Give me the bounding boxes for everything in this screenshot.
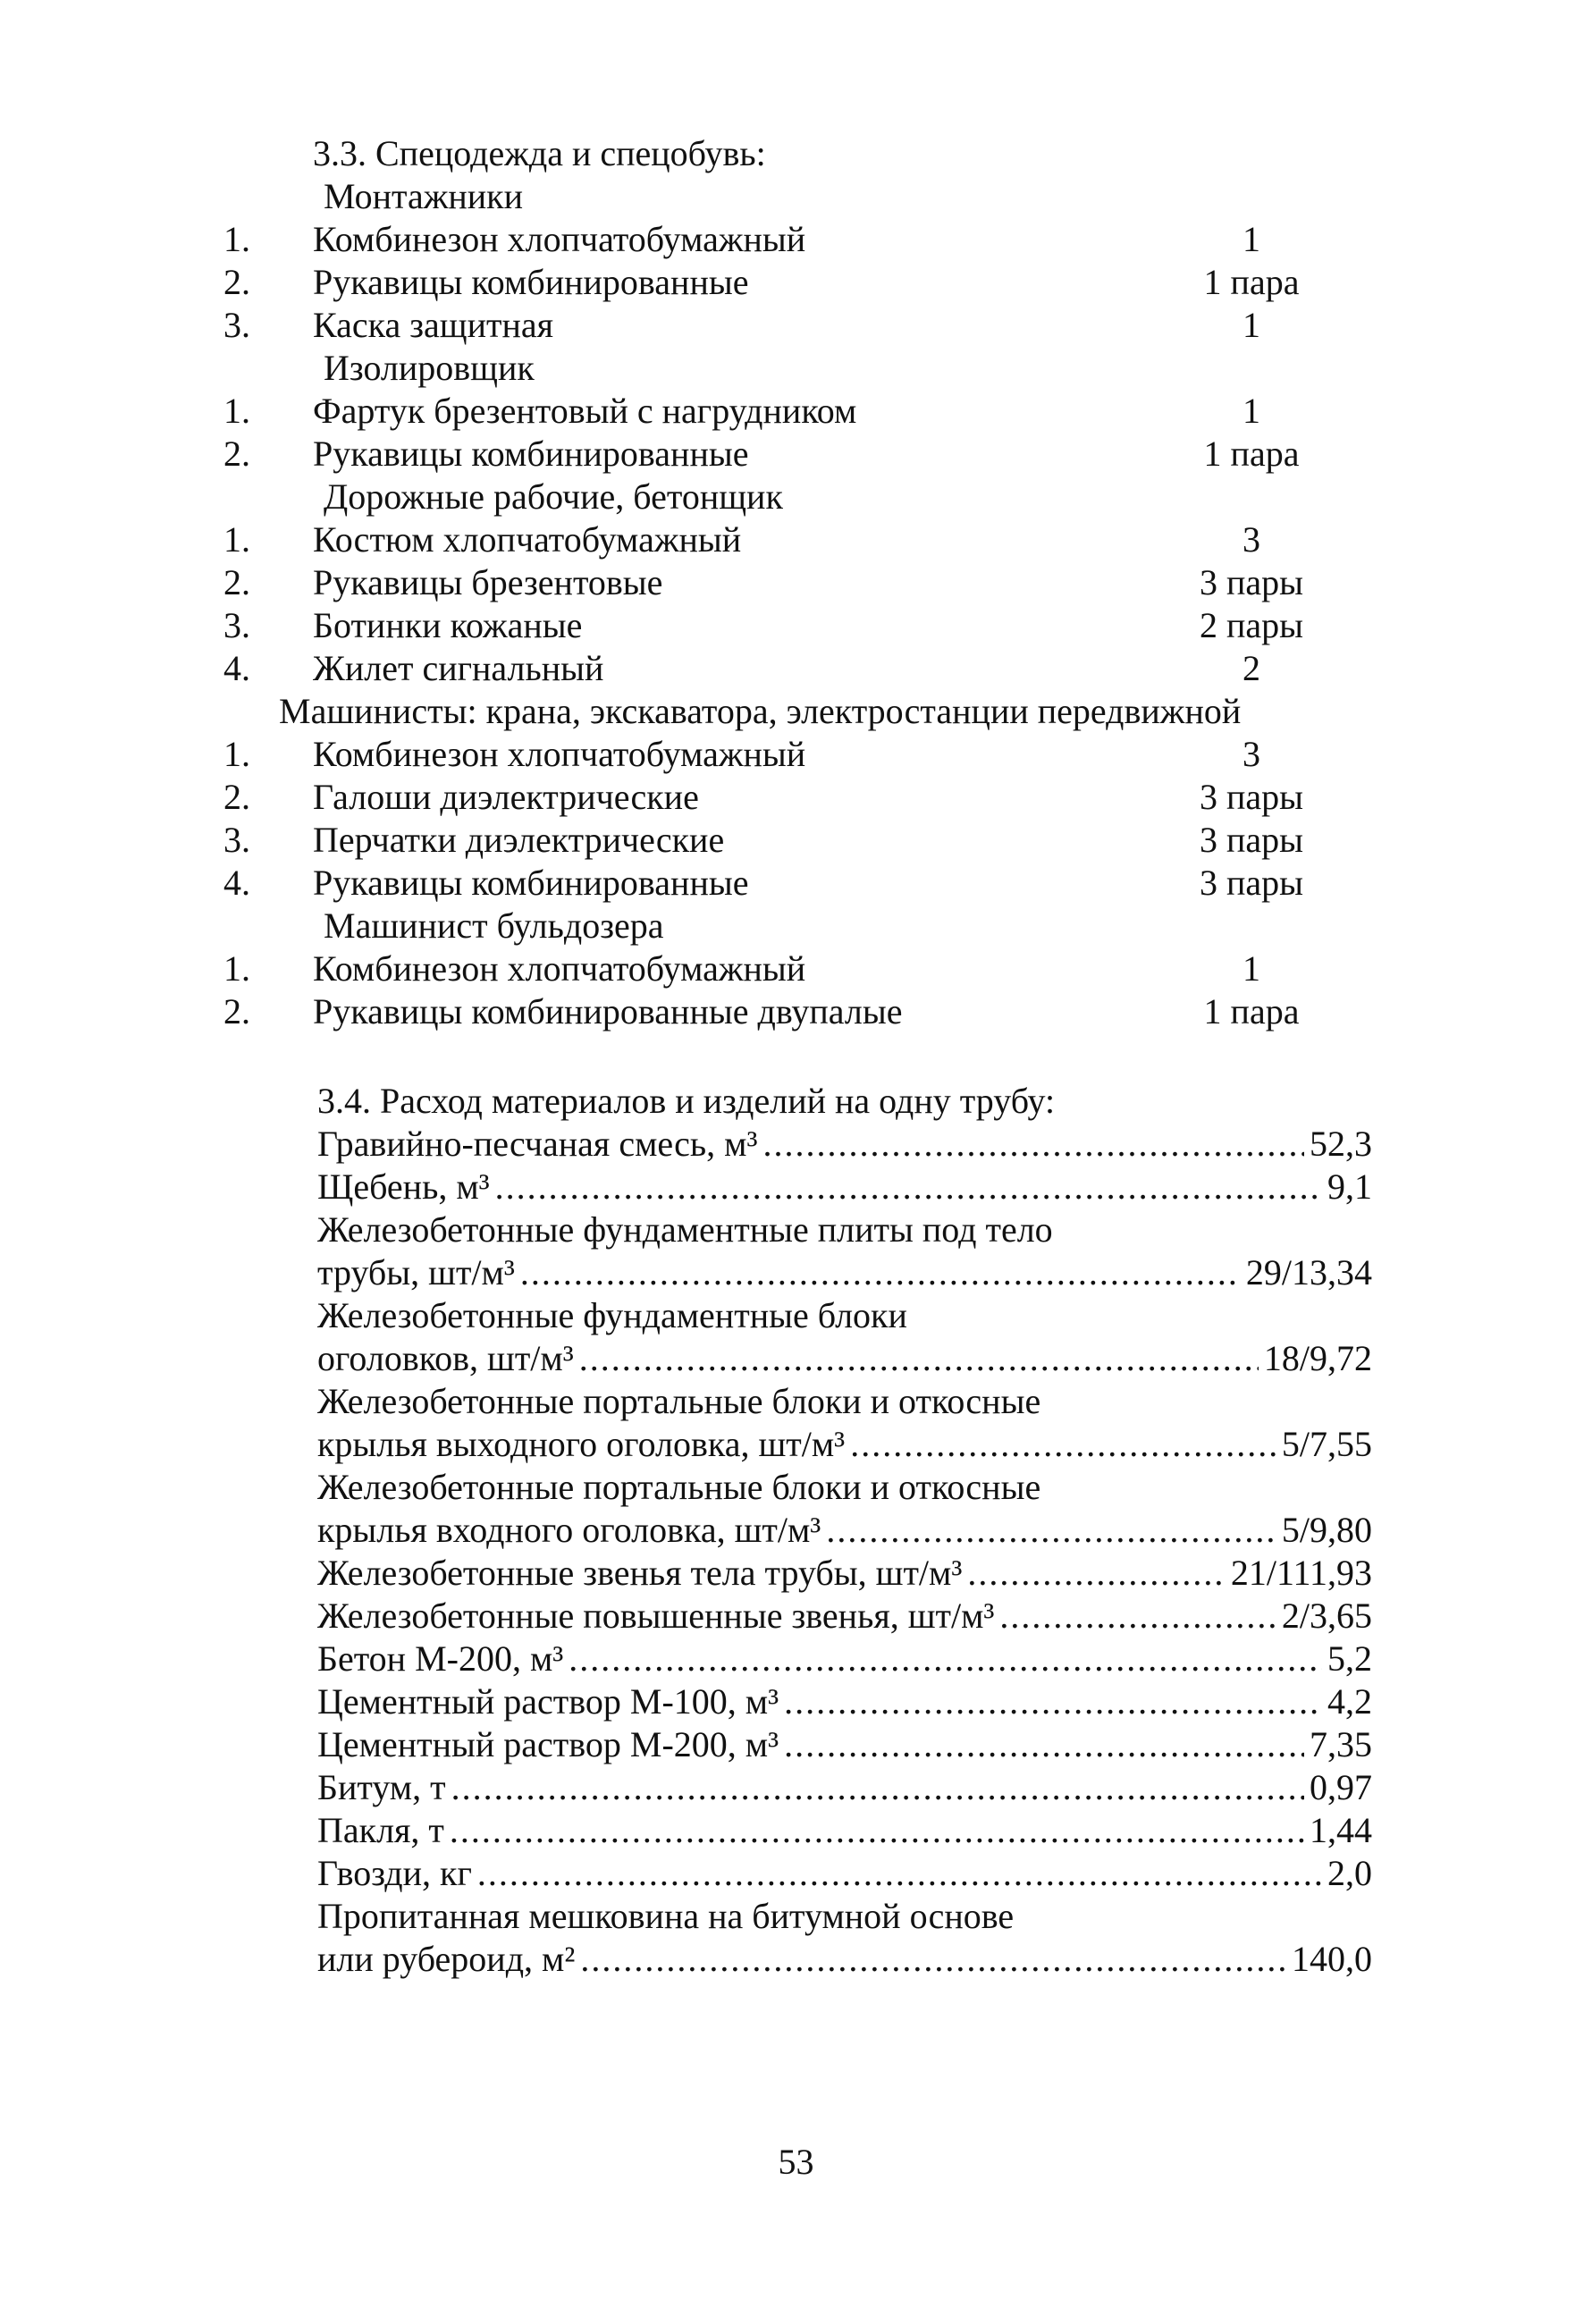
material-row: [317, 1552, 1372, 1595]
material-prefix: Железобетонные портальные блоки и откосные: [317, 1381, 1041, 1421]
material-row: [317, 1595, 1372, 1638]
leader-dots: [580, 1938, 1286, 1981]
item-quantity: 2 пары: [1199, 605, 1304, 645]
material-value: 52,3: [1310, 1124, 1372, 1164]
leader-dots: [762, 1123, 1304, 1166]
item-number: 2.: [223, 434, 250, 474]
group-title-bulldozer-operator: Машинист бульдозера: [324, 905, 664, 946]
leader-dots: [850, 1423, 1276, 1466]
material-label: Пакля, т: [317, 1810, 444, 1850]
item-name: Костюм хлопчатобумажный: [313, 519, 742, 560]
leader-dots: [495, 1166, 1322, 1208]
material-value: 5/7,55: [1281, 1424, 1372, 1464]
material-value: 21/111,93: [1230, 1553, 1372, 1593]
material-row: [317, 1723, 1372, 1766]
material-row: [317, 1938, 1372, 1981]
material-label: крылья входного оголовка, шт/м³: [317, 1510, 821, 1550]
material-row: [317, 1809, 1372, 1852]
material-label: Гвозди, кг: [317, 1853, 472, 1893]
item-name: Галоши диэлектрические: [313, 777, 699, 817]
page-number: 53: [778, 2142, 814, 2182]
item-quantity: 1: [1242, 948, 1260, 989]
material-value: 29/13,34: [1245, 1252, 1372, 1293]
item-number: 3.: [223, 820, 250, 860]
item-name: Каска защитная: [313, 305, 554, 345]
item-number: 2.: [223, 562, 250, 602]
material-value: 5,2: [1327, 1638, 1372, 1679]
item-quantity: 3: [1242, 734, 1260, 774]
item-quantity: 3 пары: [1199, 820, 1304, 860]
leader-dots: [967, 1552, 1225, 1595]
leader-dots: [569, 1638, 1322, 1680]
leader-dots: [999, 1595, 1276, 1638]
material-prefix: Пропитанная мешковина на битумной основе: [317, 1896, 1015, 1936]
item-number: 4.: [223, 648, 250, 688]
item-number: 1.: [223, 391, 250, 431]
item-name: Фартук брезентовый с нагрудником: [313, 391, 857, 431]
material-prefix: Железобетонные фундаментные плиты под тело: [317, 1209, 1053, 1250]
item-name: Ботинки кожаные: [313, 605, 583, 645]
material-value: 4,2: [1327, 1681, 1372, 1722]
section-3-3-heading: 3.3. Спецодежда и спецобувь:: [313, 133, 766, 173]
material-value: 1,44: [1310, 1810, 1372, 1850]
material-label: Бетон М-200, м³: [317, 1638, 564, 1679]
group-title-installers: Монтажники: [324, 176, 523, 216]
material-row: [317, 1766, 1372, 1809]
leader-dots: [520, 1251, 1241, 1294]
material-prefix: Железобетонные портальные блоки и откосные: [317, 1467, 1041, 1507]
material-label: Цементный раствор М-100, м³: [317, 1681, 779, 1722]
material-label: трубы, шт/м³: [317, 1252, 515, 1293]
material-value: 140,0: [1292, 1939, 1372, 1979]
item-quantity: 1: [1242, 391, 1260, 431]
item-name: Жилет сигнальный: [313, 648, 604, 688]
item-number: 1.: [223, 948, 250, 989]
item-quantity: 3 пары: [1199, 863, 1304, 903]
material-value: 0,97: [1310, 1767, 1372, 1807]
item-number: 1.: [223, 519, 250, 560]
item-number: 1.: [223, 734, 250, 774]
leader-dots: [451, 1766, 1304, 1809]
material-prefix: Железобетонные фундаментные блоки: [317, 1295, 907, 1335]
group-title-road-workers: Дорожные рабочие, бетонщик: [324, 476, 783, 517]
item-name: Комбинезон хлопчатобумажный: [313, 734, 806, 774]
item-number: 2.: [223, 777, 250, 817]
item-name: Комбинезон хлопчатобумажный: [313, 219, 806, 259]
material-value: 5/9,80: [1281, 1510, 1372, 1550]
material-value: 9,1: [1327, 1166, 1372, 1207]
material-label: Гравийно-песчаная смесь, м³: [317, 1124, 758, 1164]
item-name: Рукавицы комбинированные: [313, 863, 749, 903]
material-row: [317, 1251, 1372, 1294]
material-label: Железобетонные звенья тела трубы, шт/м³: [317, 1553, 963, 1593]
material-label: Цементный раствор М-200, м³: [317, 1724, 779, 1764]
group-title-insulator: Изолировщик: [324, 348, 535, 388]
item-name: Рукавицы комбинированные: [313, 434, 749, 474]
group-title-operators: Машинисты: крана, экскаватора, электростанции передвижной: [279, 691, 1242, 731]
material-row: [317, 1423, 1372, 1466]
item-number: 1.: [223, 219, 250, 259]
material-row: [317, 1680, 1372, 1723]
item-quantity: 3: [1242, 519, 1260, 560]
item-number: 3.: [223, 605, 250, 645]
section-3-4-heading: 3.4. Расход материалов и изделий на одну трубу:: [317, 1081, 1056, 1121]
item-quantity: 1: [1242, 305, 1260, 345]
material-row: [317, 1123, 1372, 1166]
item-quantity: 1 пара: [1203, 991, 1300, 1031]
item-quantity: 1 пара: [1203, 434, 1300, 474]
leader-dots: [784, 1723, 1304, 1766]
item-quantity: 2: [1242, 648, 1260, 688]
item-quantity: 3 пары: [1199, 777, 1304, 817]
material-row: [317, 1166, 1372, 1208]
item-number: 4.: [223, 863, 250, 903]
material-label: или рубероид, м²: [317, 1939, 576, 1979]
material-label: оголовков, шт/м³: [317, 1338, 574, 1378]
item-name: Комбинезон хлопчатобумажный: [313, 948, 806, 989]
material-label: крылья выходного оголовка, шт/м³: [317, 1424, 846, 1464]
item-quantity: 3 пары: [1199, 562, 1304, 602]
material-value: 7,35: [1310, 1724, 1372, 1764]
leader-dots: [579, 1337, 1259, 1380]
item-name: Перчатки диэлектрические: [313, 820, 725, 860]
leader-dots: [450, 1809, 1304, 1852]
material-row: [317, 1337, 1372, 1380]
leader-dots: [784, 1680, 1322, 1723]
item-name: Рукавицы брезентовые: [313, 562, 663, 602]
item-number: 3.: [223, 305, 250, 345]
item-number: 2.: [223, 262, 250, 302]
leader-dots: [477, 1852, 1322, 1895]
material-row: [317, 1638, 1372, 1680]
item-name: Рукавицы комбинированные: [313, 262, 749, 302]
material-row: [317, 1509, 1372, 1552]
material-label: Битум, т: [317, 1767, 446, 1807]
material-label: Железобетонные повышенные звенья, шт/м³: [317, 1596, 995, 1636]
item-name: Рукавицы комбинированные двупалые: [313, 991, 903, 1031]
item-quantity: 1: [1242, 219, 1260, 259]
leader-dots: [826, 1509, 1276, 1552]
material-value: 18/9,72: [1263, 1338, 1372, 1378]
material-label: Щебень, м³: [317, 1166, 490, 1207]
item-number: 2.: [223, 991, 250, 1031]
material-row: [317, 1852, 1372, 1895]
material-value: 2,0: [1327, 1853, 1372, 1893]
material-value: 2/3,65: [1281, 1596, 1372, 1636]
item-quantity: 1 пара: [1203, 262, 1300, 302]
